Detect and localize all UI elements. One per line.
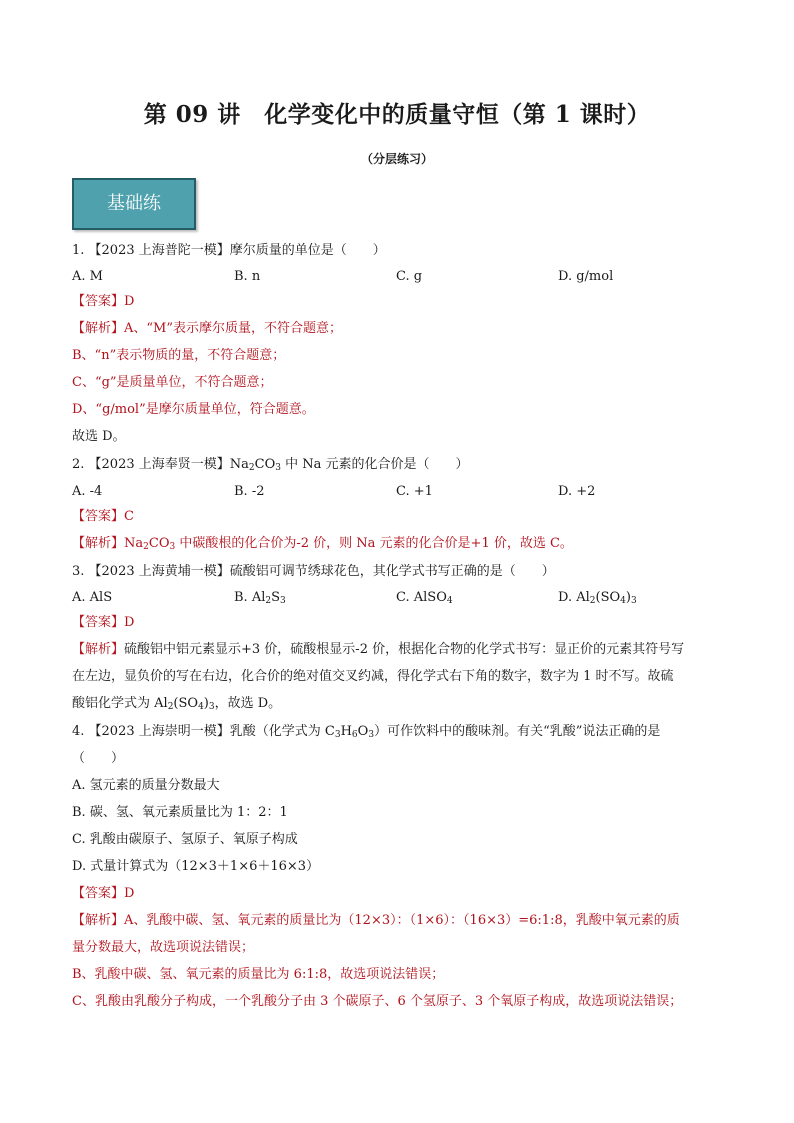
q3-analysis-line [72,641,732,659]
analysis-text: Na [124,536,144,551]
q2-option-b: B. -2 [234,484,265,499]
q2-option-c: C. +1 [396,484,433,499]
option-text: B. Al [234,590,266,605]
q3-option-b [234,589,286,610]
subscript: 2 [589,596,596,606]
q1-analysis-line: C、“g”是质量单位，不符合题意； [72,375,273,390]
q2-option-d: D. +2 [558,484,596,499]
page-title: 第 09 讲 化学变化中的质量守恒（第 1 课时） [143,101,651,128]
subscript: 2 [167,702,174,712]
stem-text: O [357,724,369,739]
q1-option-c: C. g [396,269,423,284]
q3-option-c [396,589,453,610]
answer-tag: 【答案】 [72,509,125,524]
q3-analysis-line [72,695,732,716]
analysis-tag: 【解析】 [72,536,125,551]
analysis-text: (SO [173,696,199,711]
q4-stem-blank: （ ） [72,751,125,766]
subscript: 3 [208,702,215,712]
q3-option-a: A. AlS [72,590,113,605]
option-text: S [271,590,281,605]
analysis-text: ，故选 D。 [214,696,282,711]
q1-option-b: B. n [234,269,261,284]
q3-stem: 3. 【2023 上海黄埔一模】硫酸铝可调节绣球花色，其化学式书写正确的是（ ） [72,564,555,579]
q4-analysis-line [72,912,732,930]
stem-text: ）可作饮料中的酸味剂。有关“乳酸”说法正确的是 [374,724,661,739]
q4-answer [72,885,732,903]
q2-analysis [72,535,732,556]
analysis-text: 酸铝化学式为 Al [72,696,168,711]
analysis-text: 硫酸铝中铝元素显示+3 价，硫酸根显示-2 价，根据化合物的化学式书写：显正价的元素其符号写 [124,642,685,657]
q3-answer [72,614,732,632]
stem-text: 2. 【2023 上海奉贤一模】Na [72,457,249,472]
subscript: 3 [334,730,341,740]
q2-stem [72,456,732,477]
analysis-text: 中碳酸根的化合价为-2 价，则 Na 元素的化合价是+1 价，故选 C。 [175,536,573,551]
q1-analysis-conclusion: 故选 D。 [72,429,126,444]
q4-analysis-line: 量分数最大，故选项说法错误； [72,940,255,955]
answer-value: D [124,294,135,309]
q4-option-b: B. 碳、氢、氧元素质量比为 1：2：1 [72,805,288,820]
q1-analysis-line: B、“n”表示物质的量，不符合题意； [72,348,286,363]
q2-answer [72,508,732,526]
analysis-text: A、“M”表示摩尔质量，不符合题意； [124,321,343,336]
option-text: (SO [595,590,621,605]
q4-analysis-line: B、乳酸中碳、氢、氧元素的质量比为 6:1:8，故选项说法错误； [72,967,445,982]
q4-stem [72,723,732,744]
subscript: 2 [248,463,255,473]
subscript: 4 [198,702,204,712]
subscript: 4 [446,596,453,606]
analysis-text: A、乳酸中碳、氢、氧元素的质量比为（12×3）：（1×6）：（16×3）=6:1:8，乳酸中氧元素的质 [124,913,680,928]
q1-analysis-line [72,320,732,338]
section-label-basic-practice: 基础练 [72,178,196,230]
subscript: 6 [351,730,358,740]
subscript: 3 [630,596,637,606]
stem-text: H [340,724,352,739]
subscript: 3 [169,542,176,552]
q3-analysis-line: 在左边，显负价的写在右边，化合价的绝对值交叉约减，得化学式右下角的数字，数字为 1 时不写。故硫 [72,669,674,684]
page-subtitle: （分层练习） [360,152,433,166]
answer-value: D [124,615,135,630]
q1-option-d: D. g/mol [558,269,614,284]
q3-option-d [558,589,637,610]
q1-analysis-line: D、“g/mol”是摩尔质量单位，符合题意。 [72,402,315,417]
answer-tag: 【答案】 [72,615,125,630]
stem-text: 中 Na 元素的化合价是（ ） [280,457,469,472]
subscript: 3 [275,463,281,473]
subscript: 4 [620,596,626,606]
stem-text: 4. 【2023 上海崇明一模】乳酸（化学式为 C [72,724,335,739]
subscript: 2 [265,596,272,606]
subscript: 2 [143,542,149,552]
q1-answer [72,293,732,311]
analysis-text: CO [148,536,170,551]
analysis-tag: 【解析】 [72,321,125,336]
answer-tag: 【答案】 [72,294,125,309]
q1-stem: 1. 【2023 上海普陀一模】摩尔质量的单位是（ ） [72,243,386,258]
analysis-tag: 【解析】 [72,913,125,928]
analysis-text: ) [203,696,209,711]
subscript: 3 [280,596,286,606]
option-text: D. Al [558,590,590,605]
option-text: C. AlSO [396,590,447,605]
q4-analysis-line: C、乳酸由乳酸分子构成，一个乳酸分子由 3 个碳原子、6 个氢原子、3 个氧原子构成，故选项说法错误； [72,994,683,1009]
answer-value: C [124,509,134,524]
stem-text: CO [254,457,276,472]
q2-option-a: A. -4 [72,484,103,499]
answer-tag: 【答案】 [72,886,125,901]
q1-option-a: A. M [72,269,103,284]
answer-value: D [124,886,135,901]
analysis-tag: 【解析】 [72,642,125,657]
q4-option-a: A. 氢元素的质量分数最大 [72,778,220,793]
option-text: ) [625,590,631,605]
q4-option-c: C. 乳酸由碳原子、氢原子、氧原子构成 [72,832,298,847]
q4-option-d: D. 式量计算式为（12×3＋1×6＋16×3） [72,859,320,874]
subscript: 3 [368,730,375,740]
